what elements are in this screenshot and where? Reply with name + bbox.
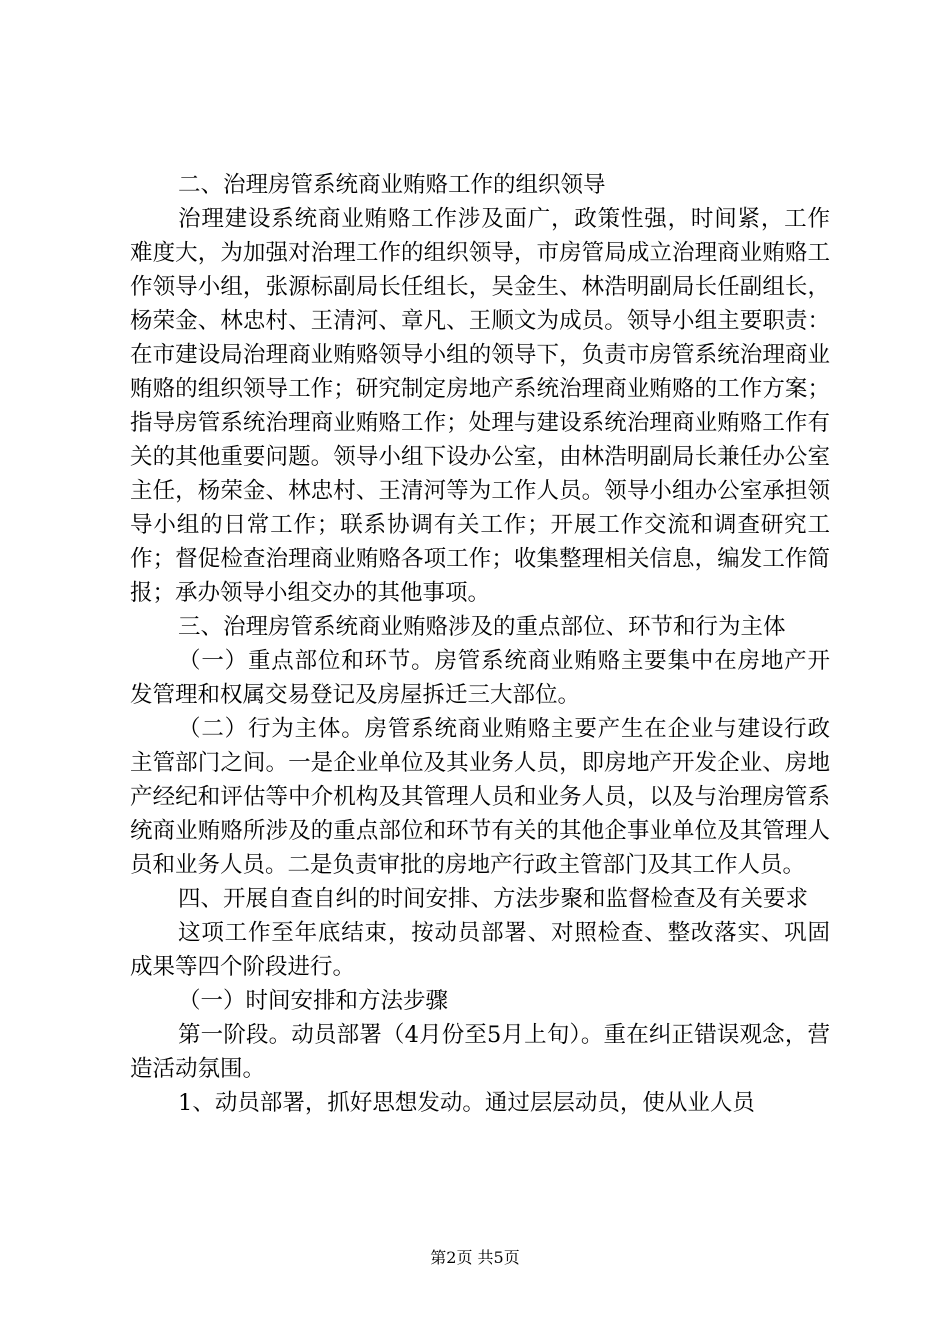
paragraph-actors: （二）行为主体。房管系统商业贿赂主要产生在企业与建设行政主管部门之间。一是企业单位及其业务人员，即房地产开发企业、房地产经纪和评估等中介机构及其管理人员和业务人员，以及与治理房管系统商业贿赂所涉及的重点部位和环节有关的其他企事业单位及其管理人员和业务人员。二是负责审批的房地产行政主管部门及其工作人员。 [130, 716, 830, 878]
section-heading-four: 四、开展自查自纠的时间安排、方法步聚和监督检查及有关要求 [178, 886, 809, 912]
page-number-label: 第2页 共5页 [430, 1248, 520, 1267]
paragraph-key-areas: （一）重点部位和环节。房管系统商业贿赂主要集中在房地产开发管理和权属交易登记及房屋拆迁三大部位。 [130, 648, 830, 708]
page-footer [0, 1248, 950, 1268]
document-body [130, 168, 830, 1120]
paragraph-timeline-overview: 这项工作至年底结束，按动员部署、对照检查、整改落实、巩固成果等四个阶段进行。 [130, 920, 830, 980]
paragraph-phase-one: 第一阶段。动员部署（4月份至5月上旬）。重在纠正错误观念，营造活动氛围。 [130, 1022, 830, 1082]
section-heading-two: 二、治理房管系统商业贿赂工作的组织领导 [178, 172, 606, 198]
subheading-schedule: （一）时间安排和方法步骤 [178, 988, 449, 1014]
paragraph-leadership-group: 治理建设系统商业贿赂工作涉及面广，政策性强，时间紧，工作难度大，为加强对治理工作的组织领导，市房管局成立治理商业贿赂工作领导小组，张源标副局长任组长，吴金生、林浩明副局长任副组长，杨荣金、林忠村、王清河、章凡、王顺文为成员。领导小组主要职责：在市建设局治理商业贿赂领导小组的领导下，负责市房管系统治理商业贿赂的组织领导工作；研究制定房地产系统治理商业贿赂的工作方案；指导房管系统治理商业贿赂工作；处理与建设系统治理商业贿赂工作有关的其他重要问题。领导小组下设办公室，由林浩明副局长兼任办公室主任，杨荣金、林忠村、王清河等为工作人员。领导小组办公室承担领导小组的日常工作；联系协调有关工作；开展工作交流和调查研究工作；督促检查治理商业贿赂各项工作；收集整理相关信息，编发工作简报；承办领导小组交办的其他事项。 [130, 206, 830, 606]
section-heading-three: 三、治理房管系统商业贿赂涉及的重点部位、环节和行为主体 [178, 614, 786, 640]
paragraph-mobilization: 1、动员部署，抓好思想发动。通过层层动员，使从业人员 [178, 1090, 755, 1116]
